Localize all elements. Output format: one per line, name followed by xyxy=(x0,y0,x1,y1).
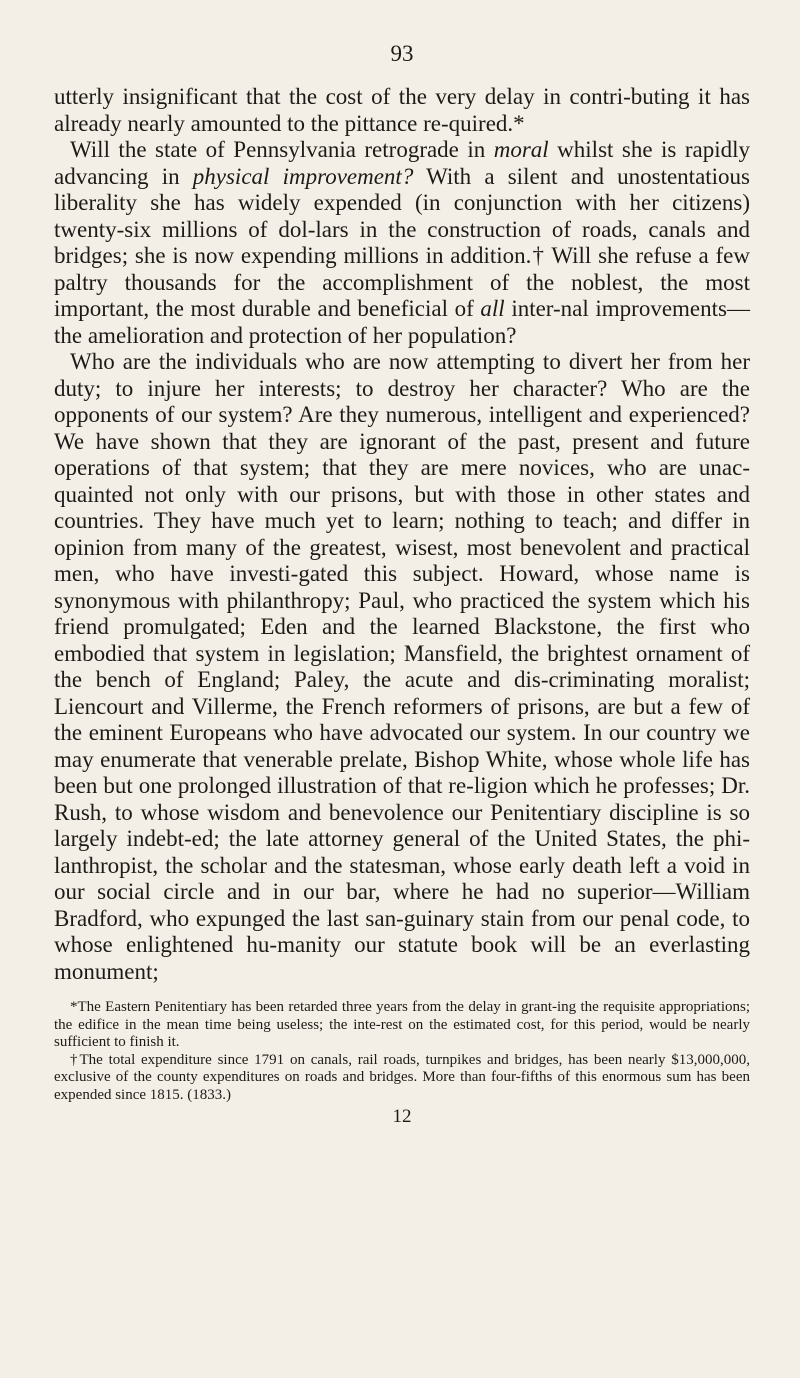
italic-text: physical improvement? xyxy=(192,163,414,189)
footnotes xyxy=(54,999,750,1104)
text-run: Will the state of Pennsylvania retrograde in xyxy=(70,137,494,162)
signature-mark: 12 xyxy=(392,1106,412,1127)
paragraph-1 xyxy=(54,84,750,137)
paragraph-3 xyxy=(54,349,750,985)
italic-text: all xyxy=(480,296,505,321)
text-run: utterly insignificant that the cost of the very delay in contri-buting it has already nearly amounted to the pittance re-quired.* xyxy=(54,84,750,136)
page-number: 93 xyxy=(390,41,414,66)
footnote-1: *The Eastern Penitentiary has been retarded three years from the delay in grant-ing the requisite appropriations; the edifice in the mean time being useless; the inte-rest on the estimated cost, for this period, would be nearly sufficient to finish it. xyxy=(54,999,750,1050)
footnote-2: †The total expenditure since 1791 on canals, rail roads, turnpikes and bridges, has been nearly $13,000,000, exclusive of the county expenditures on roads and bridges. More than four-fifths of this enormous sum has been expended since 1815. (1833.) xyxy=(54,1051,750,1103)
text-run: With a silent and unostentatious liberality she has widely expended (in conjunction with her citizens) twenty-six millions of dol-lars in the construction of roads, canals and bridges; she is now expending millions in addition.† Will she refuse a few paltry thousands for the accomplishment of the noblest, the most important, the most durable and beneficial of xyxy=(54,163,751,321)
text-run: Who are the individuals who are now attempting to divert her from her duty; to injure her interests; to destroy her character? Who are the opponents of our system? Are they numerous, intelligent and experienced? We have shown that they are ignorant of the past, present and future operations of that system; that they are mere novices, who are unac-quainted not only with our prisons, but with those in other states and countries. They have much yet to learn; nothing to teach; and differ in opinion from many of the greatest, wisest, most benevolent and practical men, who have investi-gated this subject. Howard, whose name is synonymous with philanthropy; Paul, who practiced the system which his friend promulgated; Eden and the learned Blackstone, the first who embodied that system in legislation; Mansfield, the brightest ornament of the bench of England; Paley, the acute and dis-criminating moralist; Liencourt and Villerme, the French reformers of prisons, are but a few of the eminent Europeans who have advocated our system. In our country we may enumerate that venerable prelate, Bishop White, whose whole life has been but one prolonged illustration of that re-ligion which he professes; Dr. Rush, to whose wisdom and benevolence our Penitentiary discipline is so largely indebt-ed; the late attorney general of the United States, the phi-lanthropist, the scholar and the statesman, whose early death left a void in our social circle and in our bar, where he had no superior—William Bradford, who expunged the last san-guinary stain from our penal code, to whose enlightened hu-manity our statute book will be an everlasting monument; xyxy=(54,349,750,984)
text-run: whilst she is rapidly advancing in xyxy=(54,137,750,189)
paragraph-2 xyxy=(54,137,750,349)
text-run: inter-nal improvements—the amelioration and protection of her population? xyxy=(54,296,750,348)
document-page xyxy=(54,0,750,1128)
body-text xyxy=(54,84,750,985)
italic-text: moral xyxy=(493,137,549,162)
